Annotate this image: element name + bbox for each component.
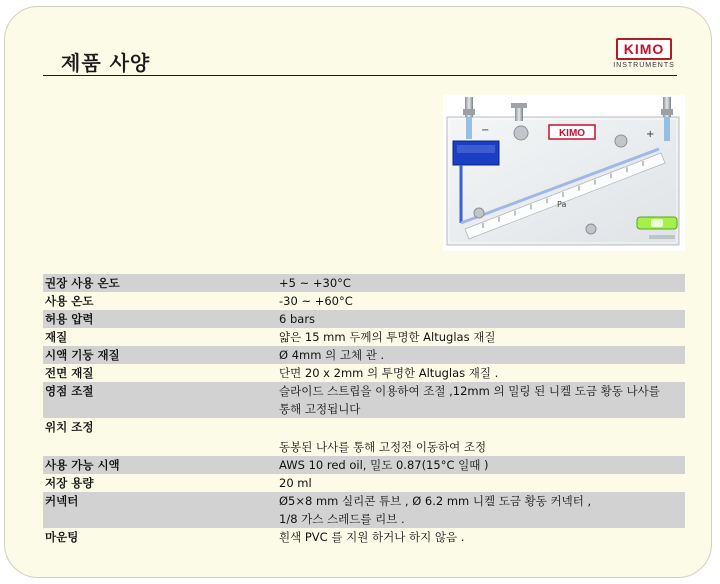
spec-label: 저장 용량	[45, 476, 94, 490]
product-photo	[443, 95, 685, 251]
page-title: 제품 사양	[61, 51, 151, 75]
spec-value-line: 슬라이드 스트립을 이용하여 조절 ,12mm 의 밀링 된 니켈 도금 황동 나사를	[279, 384, 660, 398]
spec-value-line: 6 bars	[279, 312, 316, 326]
spec-label: 권장 사용 온도	[45, 276, 120, 290]
spec-label: 사용 가능 시액	[45, 458, 120, 472]
mount-screw-bottom	[586, 224, 596, 234]
zero-screw	[615, 135, 627, 147]
made-in-france-label	[649, 235, 675, 239]
device-brand-text: KIMO	[558, 128, 586, 139]
spec-value-line: Ø5×8 mm 실리콘 튜브 , Ø 6.2 mm 니켈 도금 황동 커넥터 ,	[279, 494, 592, 508]
spec-row	[43, 346, 685, 364]
spec-label: 영점 조절	[45, 384, 94, 398]
spec-table	[43, 274, 685, 546]
spec-row	[43, 328, 685, 346]
spec-label: 시액 기둥 재질	[45, 348, 120, 362]
spec-label: 재질	[45, 330, 68, 344]
spec-row	[43, 292, 685, 310]
spec-label: 마운팅	[45, 530, 79, 544]
spec-label: 전면 재질	[45, 366, 94, 380]
spec-value-line: AWS 10 red oil, 밀도 0.87(15°C 일때 )	[279, 458, 489, 472]
spec-value-line: 통해 고정됩니다	[279, 402, 361, 416]
spec-value-line: 흰색 PVC 를 지원 하거나 하지 않음 .	[279, 530, 465, 544]
spec-value-line: 단면 20 x 2mm 의 투명한 Altuglas 재질 .	[279, 366, 499, 380]
spec-label: 커넥터	[45, 494, 79, 508]
spec-value-line: 20 ml	[279, 476, 312, 490]
spec-value	[279, 274, 685, 292]
spec-card	[4, 6, 712, 578]
spec-row	[43, 474, 685, 492]
spec-value-line: 얇은 15 mm 두께의 투명한 Altuglas 재질	[279, 330, 496, 344]
spec-value	[279, 418, 685, 456]
spec-value	[279, 328, 685, 346]
logo-brand: KIMO	[616, 38, 673, 60]
spec-row	[43, 456, 685, 474]
spec-row	[43, 274, 685, 292]
spec-value	[279, 492, 685, 528]
spec-row	[43, 418, 685, 456]
spec-value	[279, 292, 685, 310]
level-vial	[637, 217, 677, 229]
spec-value	[279, 364, 685, 382]
kimo-logo	[611, 38, 677, 69]
spec-value	[279, 346, 685, 364]
spec-value	[279, 528, 685, 546]
spec-row	[43, 310, 685, 328]
spec-value	[279, 382, 685, 418]
spec-label: 사용 온도	[45, 294, 94, 308]
title-divider	[43, 75, 677, 76]
manometer-illustration	[443, 95, 685, 251]
spec-value	[279, 456, 685, 474]
spec-value	[279, 474, 685, 492]
spec-value-line: +5 ~ +30°C	[279, 276, 351, 290]
minus-marker: −	[481, 125, 490, 136]
logo-subtitle: INSTRUMENTS	[613, 62, 675, 69]
spec-value-line: 동봉된 나사를 통해 고정전 이동하여 조정	[279, 440, 487, 454]
spec-value-line: Ø 4mm 의 고체 관 .	[279, 348, 385, 362]
spec-label: 허용 압력	[45, 312, 94, 326]
spec-value-line: -30 ~ +60°C	[279, 294, 353, 308]
spec-label: 위치 조정	[45, 420, 94, 434]
scale-unit-label: Pa	[557, 200, 567, 209]
spec-row	[43, 382, 685, 418]
spec-value	[279, 310, 685, 328]
plus-marker: +	[646, 129, 655, 140]
spec-value-line: 1/8 가스 스레드를 리브 .	[279, 512, 405, 526]
mount-screw-left	[474, 208, 484, 218]
spec-row	[43, 364, 685, 382]
spec-row	[43, 528, 685, 546]
device-brand	[549, 125, 595, 139]
spec-row	[43, 492, 685, 528]
